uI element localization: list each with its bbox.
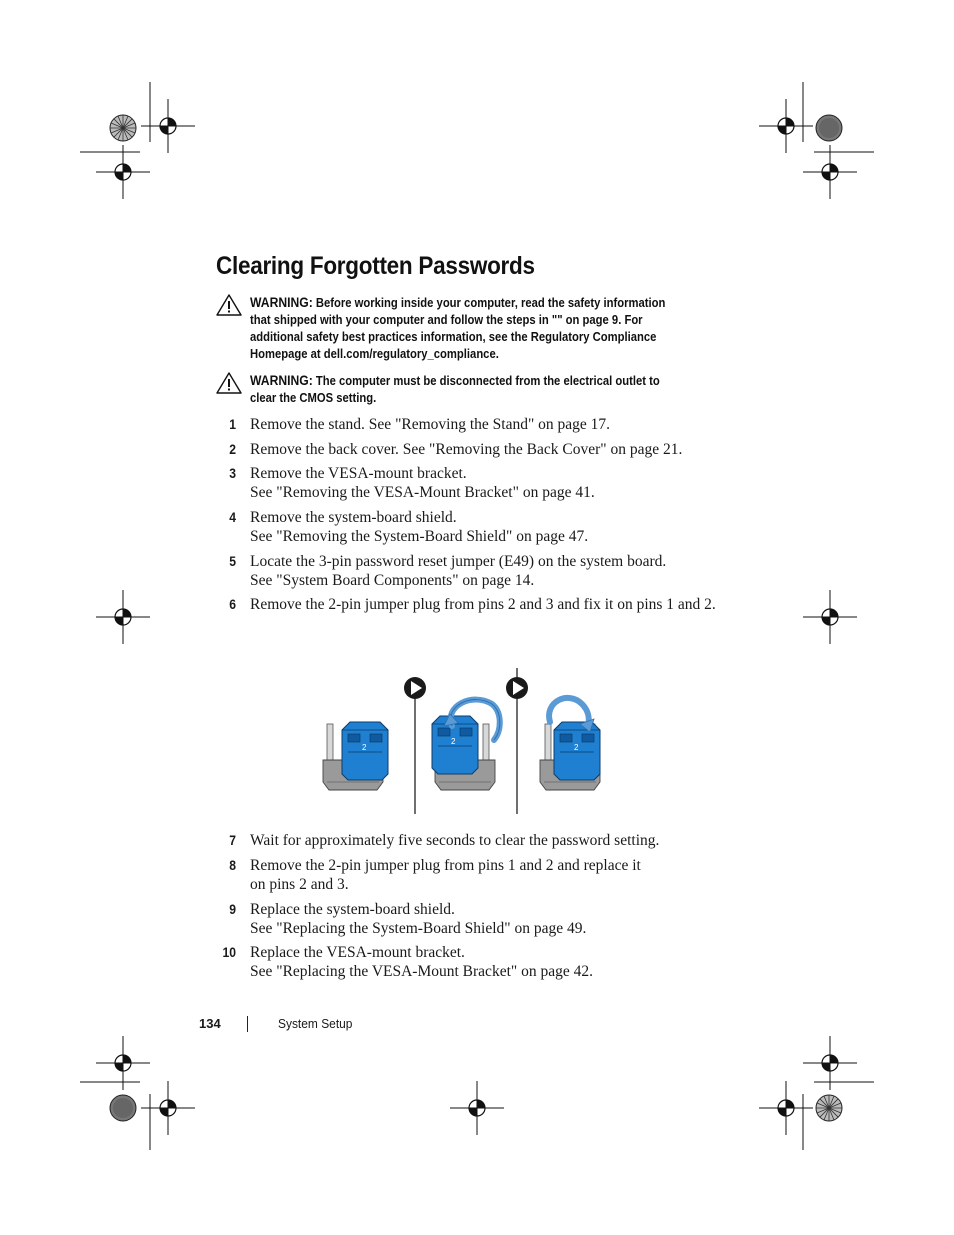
warning-label: WARNING: <box>250 373 313 388</box>
step-text: Replace the VESA-mount bracket. <box>250 944 465 961</box>
step-number: 2 <box>229 442 236 457</box>
page-title: Clearing Forgotten Passwords <box>216 252 535 280</box>
jumper-illustration <box>318 664 618 816</box>
step-text: Remove the system-board shield. <box>250 509 457 526</box>
step-item <box>216 464 776 502</box>
step-text: Remove the 2-pin jumper plug from pins 2 and 3 and fix it on pins 1 and 2. <box>250 596 716 613</box>
warning-line: additional safety best practices information, see the Regulatory Compliance <box>250 330 657 344</box>
step-text: Replace the system-board shield. <box>250 901 455 918</box>
footer-section-title: System Setup <box>278 1016 353 1031</box>
step-item <box>216 595 776 614</box>
step-text: Remove the stand. See "Removing the Stand" on page 17. <box>250 416 611 433</box>
step-text: Wait for approximately five seconds to clear the password setting. <box>250 832 660 849</box>
step-number: 4 <box>229 510 236 525</box>
jumper-stage-3 <box>540 698 600 790</box>
warning-line: Homepage at dell.com/regulatory_compliance. <box>250 347 499 361</box>
step-text: See "Removing the VESA-Mount Bracket" on page 41. <box>250 484 595 501</box>
play-arrow-icon <box>404 677 426 699</box>
jumper-stage-2 <box>432 700 500 790</box>
step-text: See "Replacing the VESA-Mount Bracket" on page 42. <box>250 963 593 980</box>
step-item <box>216 508 776 546</box>
warning-line: clear the CMOS setting. <box>250 391 377 405</box>
step-number: 1 <box>229 417 236 432</box>
step-text: See "Replacing the System-Board Shield" on page 49. <box>250 920 587 937</box>
step-item <box>216 943 776 981</box>
step-text: Remove the 2-pin jumper plug from pins 1 and 2 and replace it <box>250 857 641 874</box>
jumper-pin-label: 2 <box>451 737 456 746</box>
step-item <box>216 552 776 590</box>
step-text: Remove the VESA-mount bracket. <box>250 465 467 482</box>
warning-line: The computer must be disconnected from the electrical outlet to <box>315 374 660 388</box>
footer-divider <box>247 1016 248 1032</box>
step-number: 9 <box>229 902 236 917</box>
warning-label: WARNING: <box>250 295 313 310</box>
step-number: 8 <box>229 858 236 873</box>
step-number: 7 <box>229 833 236 848</box>
warning-block <box>216 294 716 363</box>
step-text: Locate the 3-pin password reset jumper (E49) on the system board. <box>250 553 667 570</box>
page-number: 134 <box>199 1016 221 1031</box>
step-item <box>216 856 776 894</box>
step-number: 3 <box>229 466 236 481</box>
jumper-pin-label: 2 <box>574 743 579 752</box>
step-item <box>216 415 776 434</box>
step-number: 5 <box>229 554 236 569</box>
warning-line: Before working inside your computer, read the safety information <box>315 296 666 310</box>
step-item <box>216 440 776 459</box>
warning-triangle-icon <box>216 372 242 394</box>
step-text: See "Removing the System-Board Shield" on page 47. <box>250 528 589 545</box>
step-item <box>216 900 776 938</box>
play-arrow-icon <box>506 677 528 699</box>
step-text: on pins 2 and 3. <box>250 876 349 893</box>
step-item <box>216 831 776 850</box>
warning-triangle-icon <box>216 294 242 316</box>
jumper-stage-1 <box>323 722 388 790</box>
warning-block <box>216 372 716 407</box>
step-number: 6 <box>229 597 236 612</box>
step-text: Remove the back cover. See "Removing the Back Cover" on page 21. <box>250 441 683 458</box>
step-text: See "System Board Components" on page 14. <box>250 572 535 589</box>
warning-line: that shipped with your computer and follow the steps in "" on page 9. For <box>250 313 643 327</box>
step-number: 10 <box>222 945 236 960</box>
jumper-pin-label: 2 <box>362 743 367 752</box>
